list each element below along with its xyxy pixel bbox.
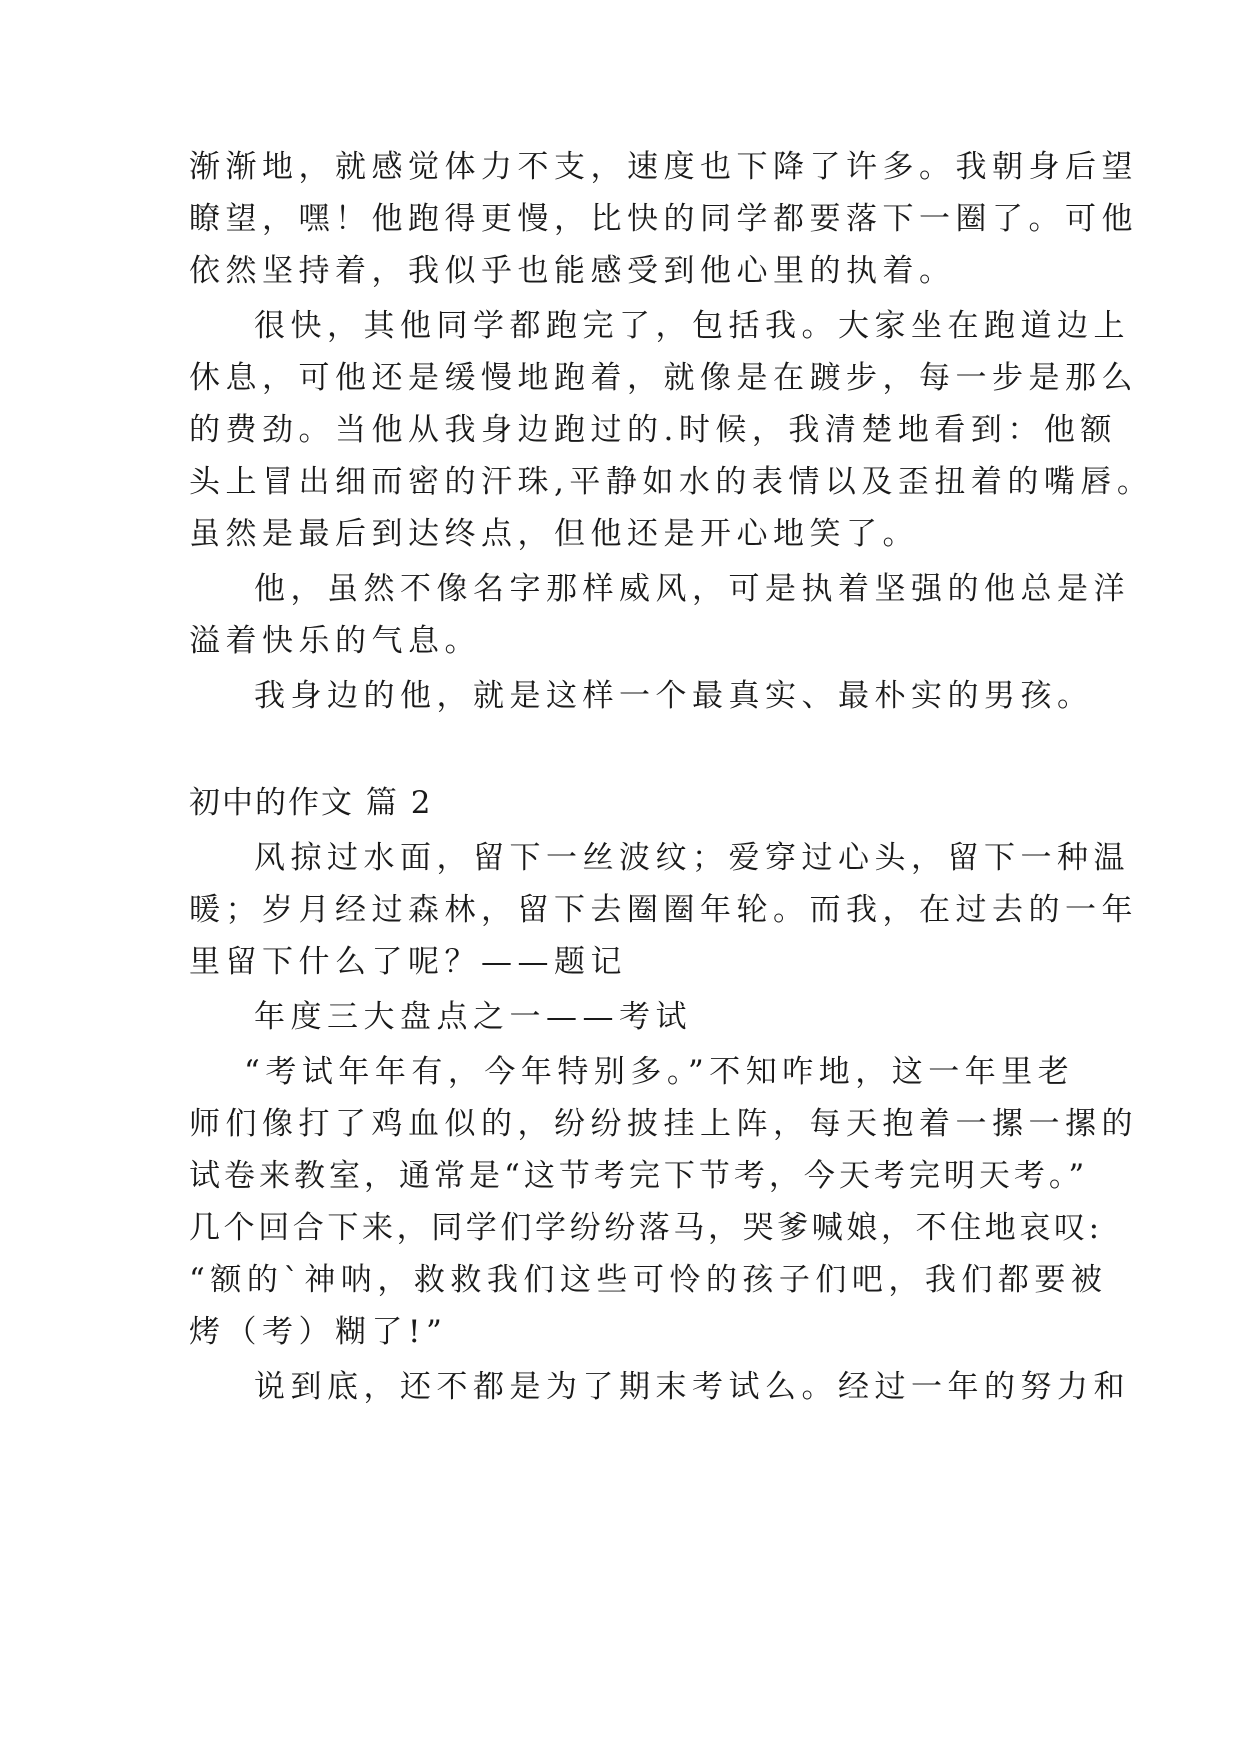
paragraph-line: 瞭望，嘿！他跑得更慢，比快的同学都要落下一圈了。可他 [189, 201, 1138, 237]
paragraph-line: 师们像打了鸡血似的，纷纷披挂上阵，每天抱着一摞一摞的 [189, 1106, 1138, 1142]
paragraph-line: 休息，可他还是缓慢地跑着，就像是在踱步，每一步是那么 [189, 360, 1138, 396]
paragraph-line: 试卷来教室，通常是“这节考完下节考，今天考完明天考。” [189, 1158, 1089, 1194]
paragraph-line: 我身边的他，就是这样一个最真实、最朴实的男孩。 [254, 678, 1094, 714]
paragraph-line: 很快，其他同学都跑完了，包括我。大家坐在跑道边上 [254, 308, 1130, 344]
paragraph-line: 说到底，还不都是为了期末考试么。经过一年的努力和 [254, 1369, 1130, 1405]
paragraph-line: 他，虽然不像名字那样威风，可是执着坚强的他总是洋 [254, 571, 1130, 607]
paragraph-line: 烤（考）糊了!” [189, 1314, 448, 1350]
paragraph-line: 头上冒出细而密的汗珠,平静如水的表情以及歪扭着的嘴唇。 [189, 464, 1154, 500]
paragraph-line: “额的`神呐，救救我们这些可怜的孩子们吧，我们都要被 [189, 1262, 1108, 1298]
paragraph-line: “考试年年有，今年特别多。”不知咋地，这一年里老 [244, 1054, 1075, 1090]
paragraph-line: 里留下什么了呢？——题记 [189, 944, 627, 980]
paragraph-line: 几个回合下来，同学们学纷纷落马，哭爹喊娘，不住地哀叹: [189, 1210, 1103, 1246]
paragraph-line: 渐渐地，就感觉体力不支，速度也下降了许多。我朝身后望 [189, 149, 1138, 185]
section-heading: 初中的作文 篇 2 [189, 785, 433, 821]
paragraph-line: 风掠过水面，留下一丝波纹；爱穿过心头，留下一种温 [254, 840, 1130, 876]
paragraph-line: 暖；岁月经过森林，留下去圈圈年轮。而我，在过去的一年 [189, 892, 1138, 928]
paragraph-line: 依然坚持着，我似乎也能感受到他心里的执着。 [189, 253, 956, 289]
paragraph-line: 虽然是最后到达终点，但他还是开心地笑了。 [189, 516, 919, 552]
paragraph-line: 溢着快乐的气息。 [189, 623, 481, 659]
paragraph-line: 的费劲。当他从我身边跑过的.时候，我清楚地看到：他额 [189, 412, 1117, 448]
subheading: 年度三大盘点之一——考试 [254, 999, 692, 1035]
